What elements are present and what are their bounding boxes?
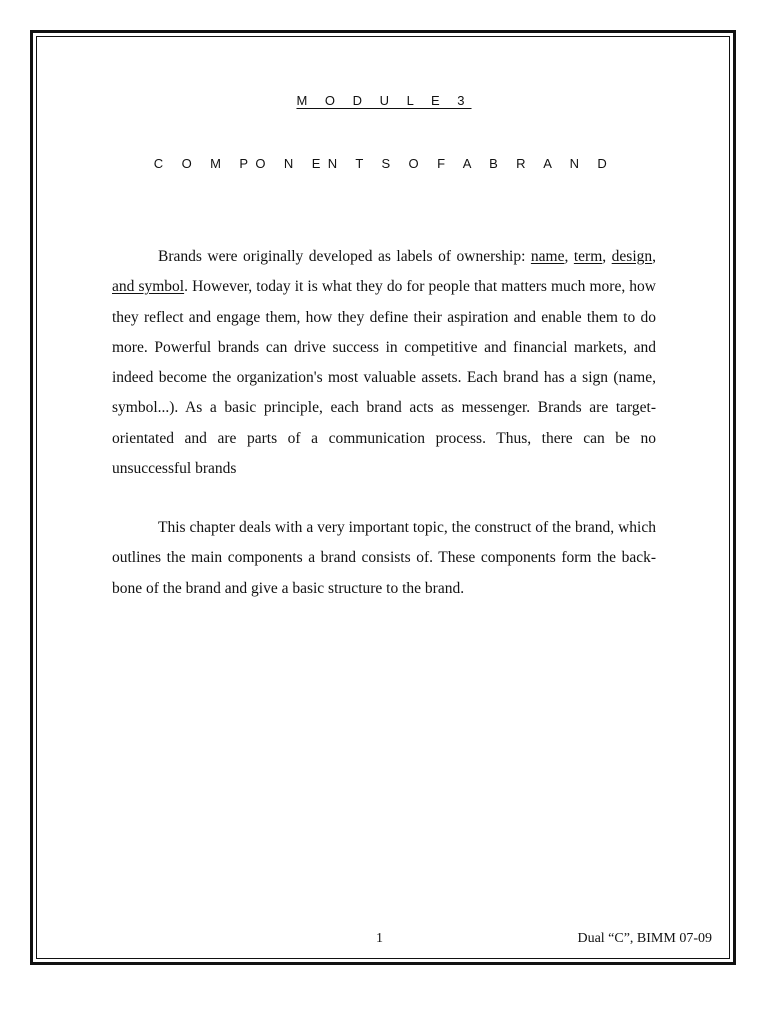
page-number: 1	[376, 931, 383, 946]
separator: ,	[652, 248, 657, 265]
module-heading-text: M O D U L E 3	[296, 93, 472, 108]
intro-lead-text: Brands were originally developed as labels of ownership:	[158, 248, 531, 265]
chapter-title: C O M PO N EN T S O F A B R A N D	[153, 156, 615, 171]
intro-rest-text: . However, today it is what they do for people that matters much more, how they reflect and engage them, how they define their aspiration and enable them to do more. Powerful brands can drive success in competitive and financial markets, and indeed become the organization's most valuable assets. Each brand has a sign (name, symbol...). As a basic principle, each brand acts as messenger. Brands are target-orientated and are parts of a communication process. Thus, there can be no unsuccessful brands	[112, 278, 656, 478]
term-symbol: and symbol	[112, 278, 185, 296]
paragraph-chapter-overview: This chapter deals with a very important topic, the construct of the brand, which outlines the main components a brand consists of. These components form the back-bone of the brand and give a basic structure to the brand.	[112, 519, 656, 597]
footer-label: Dual “C”, BIMM 07-09	[577, 931, 712, 946]
module-heading	[0, 91, 768, 111]
paragraph-intro	[112, 242, 656, 484]
term-design: design	[611, 248, 653, 265]
term-name: name	[530, 248, 565, 265]
separator: ,	[564, 248, 574, 265]
term-term: term	[573, 248, 603, 265]
separator: ,	[602, 248, 612, 265]
page-border-inner	[36, 36, 730, 959]
